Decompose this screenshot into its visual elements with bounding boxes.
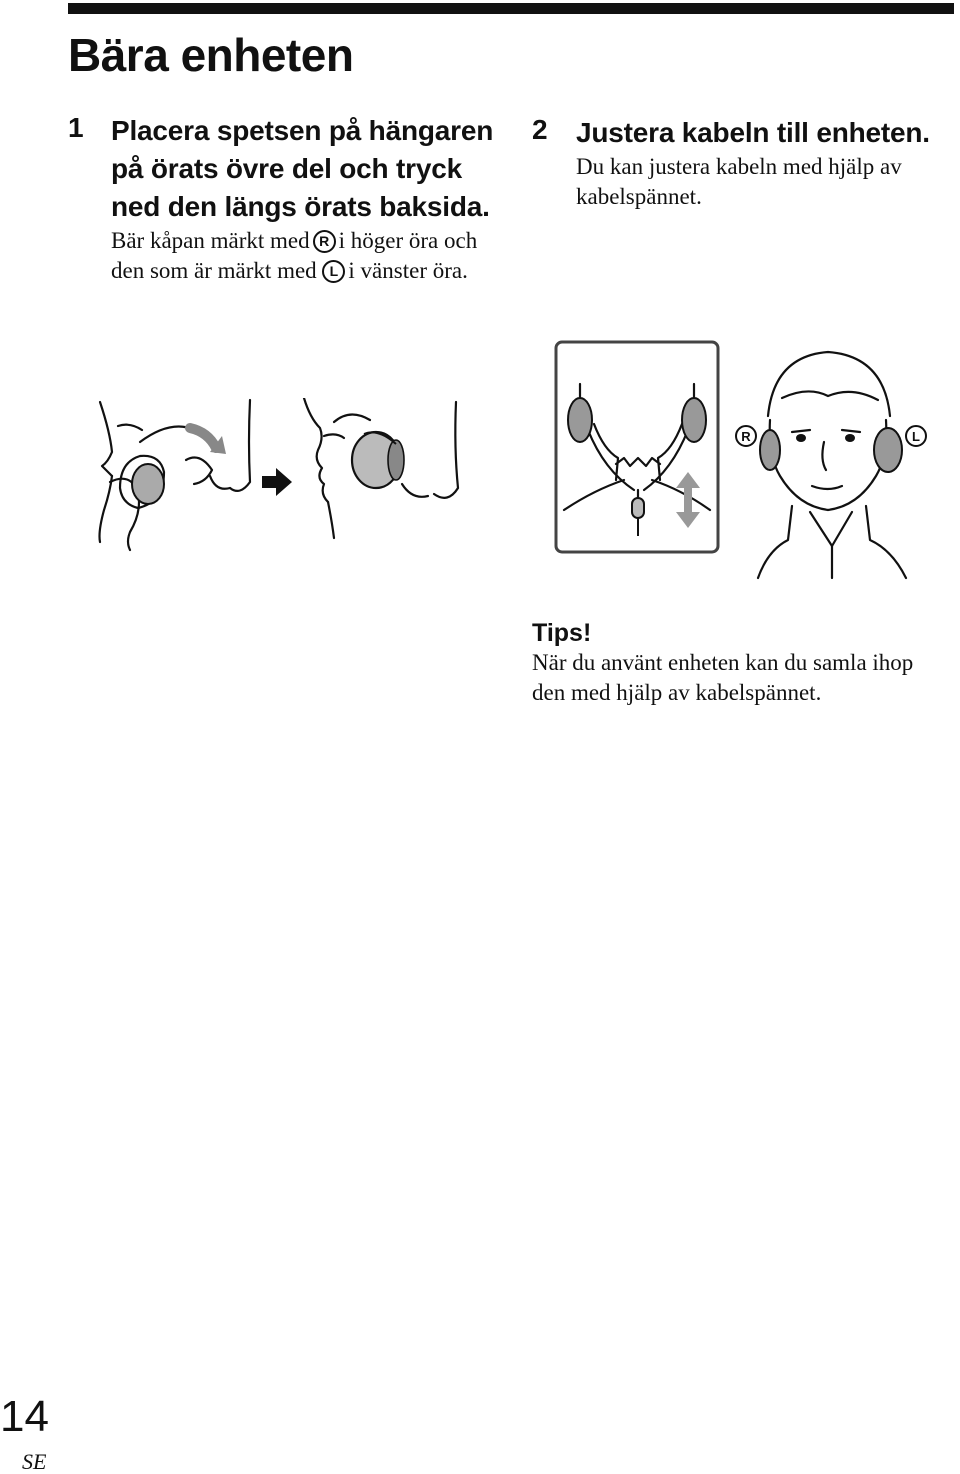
ear-worn-illustration [298,398,468,548]
right-label: R [741,429,751,444]
left-marker-icon: L [322,260,345,283]
step-body-text: i höger öra och den som är märkt med [111,228,478,283]
step-heading: Justera kabeln till enheten. [576,117,930,148]
arrow-right-icon [262,468,292,496]
step-body-text: Bär kåpan märkt med [111,228,310,253]
step-2 [532,114,952,212]
tips-body: När du använt enheten kan du samla ihop den med hjälp av kabelspännet. [532,650,914,705]
language-code: SE [22,1449,47,1474]
step-number: 1 [68,112,84,143]
right-marker-icon: R [313,230,336,253]
tips-heading: Tips! [532,619,592,647]
step-number: 2 [532,114,548,145]
step-body [111,226,508,286]
left-label: L [912,429,920,444]
page-number: 14 [0,1392,49,1441]
step-heading: Placera spetsen på hängaren på örats övre del och tryck ned den längs örats baksida. [111,115,494,222]
top-rule [68,3,954,14]
tips-section [532,618,952,708]
step-1 [68,112,508,286]
cable-adjust-illustration [554,340,722,556]
page-title: Bära enheten [68,29,354,81]
step-body: Du kan justera kabeln med hjälp av kabelspännet. [576,154,902,209]
ear-placement-illustration [90,392,260,552]
step-body-text: i vänster öra. [348,258,468,283]
face-front-illustration [728,346,938,582]
